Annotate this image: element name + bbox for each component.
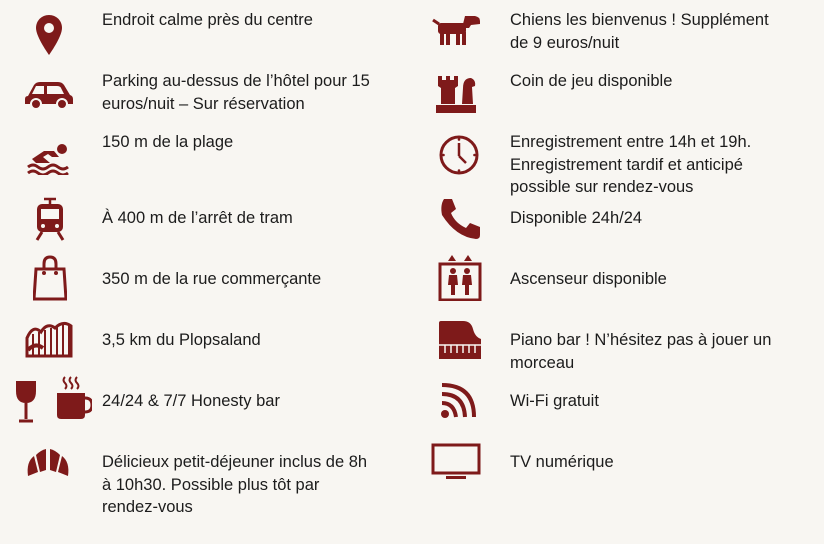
amenity-text-line: TV numérique bbox=[510, 453, 614, 471]
dog-icon bbox=[431, 14, 481, 46]
chess-pieces-icon bbox=[435, 74, 477, 114]
amenity-text-line: possible sur rendez-vous bbox=[510, 178, 694, 196]
amenity-text-line: Coin de jeu disponible bbox=[510, 72, 673, 90]
amenity-text-line: Ascenseur disponible bbox=[510, 270, 667, 288]
swimmer-icon bbox=[26, 143, 72, 175]
amenity-text-line: Délicieux petit-déjeuner inclus de 8h bbox=[102, 453, 368, 471]
amenity-text-line: à 10h30. Possible plus tôt par bbox=[102, 475, 320, 494]
amenity-text-line: 3,5 km du Plopsaland bbox=[102, 331, 261, 349]
wine-and-coffee-icon bbox=[12, 375, 92, 425]
tram-icon bbox=[34, 197, 66, 241]
amenity-text-line: rendez-vous bbox=[102, 498, 193, 516]
amenity-text-line: Piano bar ! N’hésitez pas à jouer un bbox=[510, 331, 772, 349]
location-pin-icon bbox=[34, 14, 64, 56]
amenity-text-line: Endroit calme près du centre bbox=[102, 11, 313, 29]
amenity-text-line: 150 m de la plage bbox=[102, 133, 234, 151]
elevator-icon bbox=[438, 253, 482, 301]
tv-icon bbox=[431, 443, 481, 481]
amenity-text-line: Parking au-dessus de l’hôtel pour 15 bbox=[102, 72, 370, 90]
amenity-text-line: Chiens les bienvenus ! Supplément bbox=[510, 11, 769, 29]
amenity-text-line: 24/24 & 7/7 Honesty bar bbox=[102, 392, 280, 410]
amenity-text-line: À 400 m de l’arrêt de tram bbox=[102, 209, 293, 227]
amenity-text-line: de 9 euros/nuit bbox=[510, 33, 620, 52]
amenity-text-line: euros/nuit – Sur réservation bbox=[102, 94, 305, 113]
phone-icon bbox=[438, 197, 482, 241]
roller-coaster-icon bbox=[25, 320, 73, 358]
car-icon bbox=[24, 80, 74, 110]
amenity-text-line: Disponible 24h/24 bbox=[510, 209, 643, 227]
shopping-bag-icon bbox=[33, 255, 67, 301]
amenity-text-line: Enregistrement entre 14h et 19h. bbox=[510, 133, 752, 151]
wifi-icon bbox=[438, 381, 478, 421]
croissant-icon bbox=[24, 446, 72, 480]
amenity-text-line: Wi-Fi gratuit bbox=[510, 392, 599, 410]
amenity-text-line: morceau bbox=[510, 353, 575, 372]
amenity-text-line: 350 m de la rue commerçante bbox=[102, 270, 322, 288]
clock-icon bbox=[438, 134, 480, 176]
amenity-text-line: Enregistrement tardif et anticipé bbox=[510, 155, 743, 174]
piano-icon bbox=[437, 319, 483, 363]
